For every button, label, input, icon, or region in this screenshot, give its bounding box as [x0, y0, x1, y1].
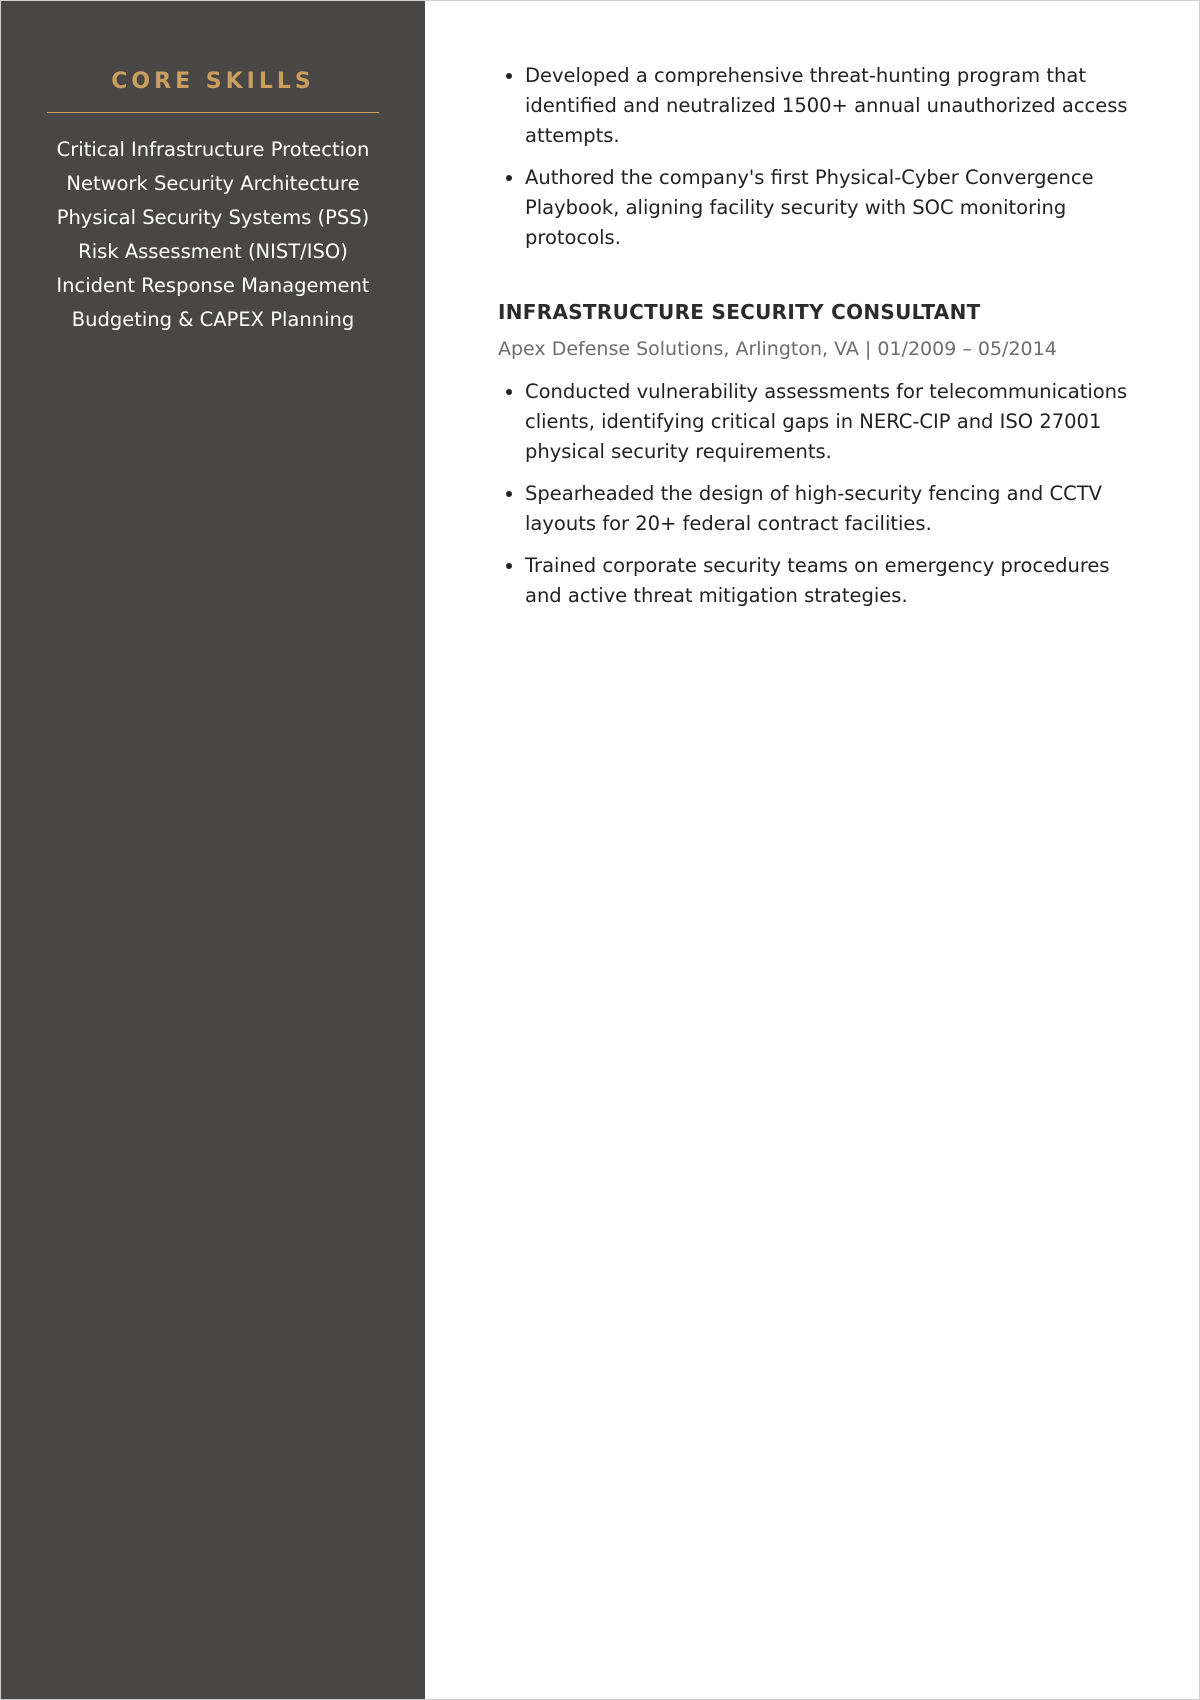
- skill-item: Budgeting & CAPEX Planning: [71, 308, 355, 331]
- bullet-item: • Conducted vulnerability assessments for telecommunications clients, identifying critical gaps in NERC-CIP and ISO 27001 physical security requirements.: [525, 377, 1139, 467]
- main-content: [425, 1, 1199, 1699]
- bullet-item: • Spearheaded the design of high-security fencing and CCTV layouts for 20+ federal contract facilities.: [525, 479, 1139, 539]
- skill-item: Network Security Architecture: [66, 172, 360, 195]
- skill-item: Risk Assessment (NIST/ISO): [78, 240, 348, 263]
- skill-item: Physical Security Systems (PSS): [56, 206, 370, 229]
- job-entry: [498, 297, 1139, 611]
- skills-list: [1, 113, 425, 337]
- bullet-item: • Developed a comprehensive threat-hunting program that identified and neutralized 1500+ annual unauthorized access attempts.: [525, 61, 1139, 151]
- skill-item: Critical Infrastructure Protection: [56, 138, 370, 161]
- skill-item: Incident Response Management: [56, 274, 370, 297]
- job-meta: Apex Defense Solutions, Arlington, VA | 01/2009 – 05/2014: [498, 338, 1057, 360]
- sidebar: [1, 1, 425, 1699]
- core-skills-heading: CORE SKILLS: [47, 67, 379, 113]
- bullet-item: • Authored the company's first Physical-Cyber Convergence Playbook, aligning facility security with SOC monitoring protocols.: [525, 163, 1139, 253]
- job-title: INFRASTRUCTURE SECURITY CONSULTANT: [498, 300, 981, 324]
- previous-job-bullets: [498, 61, 1139, 253]
- job-bullets: [498, 377, 1139, 611]
- bullet-item: • Trained corporate security teams on emergency procedures and active threat mitigation strategies.: [525, 551, 1139, 611]
